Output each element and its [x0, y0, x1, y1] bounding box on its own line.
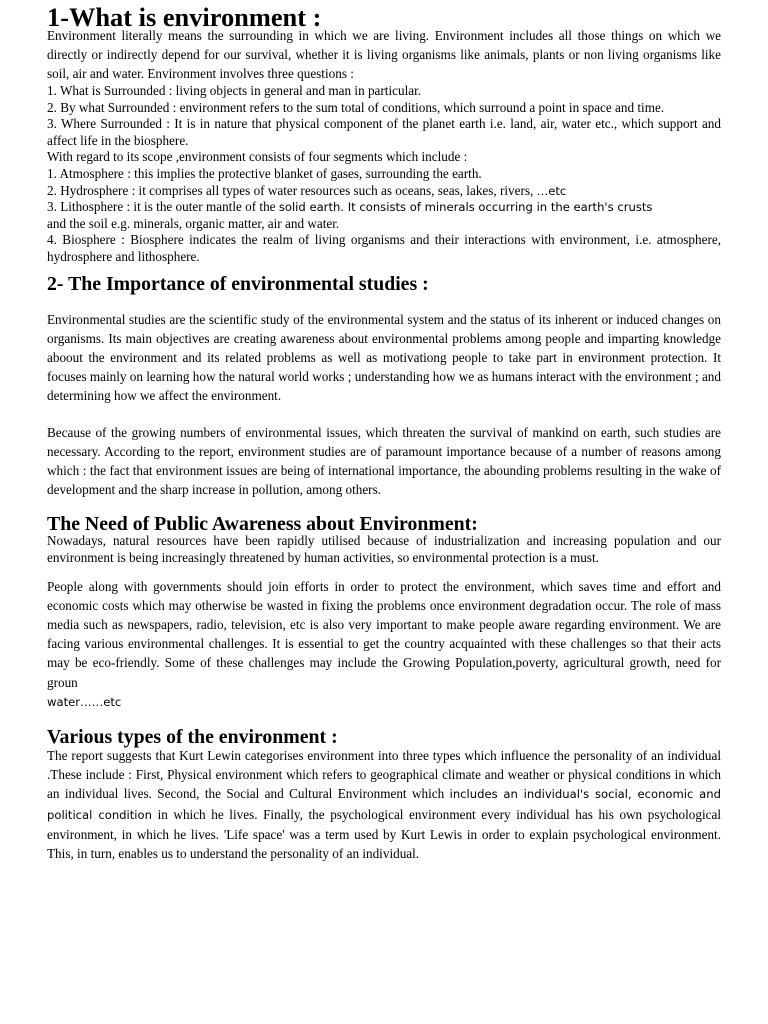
- paragraph-types: [47, 746, 721, 863]
- segment-hydrosphere-etc: …etc: [536, 183, 567, 198]
- section-heading-what-is-environment: 1-What is environment :: [47, 2, 322, 32]
- segment-hydrosphere: [47, 183, 721, 200]
- segment-lithosphere-cont: and the soil e.g. minerals, organic matter, air and water.: [47, 215, 340, 231]
- paragraph-awareness-1: Nowadays, natural resources have been rapidly utilised because of industrialization and increasing population and our environment is being increasingly threatened by human activities, so environmental protection is a must.: [47, 533, 721, 565]
- scope-intro: With regard to its scope ,environment consists of four segments which include :: [47, 149, 468, 165]
- paragraph-awareness-2: [47, 577, 721, 712]
- segment-biosphere: 4. Biosphere : Biosphere indicates the realm of living organisms and their interactions with environment, i.e. atmosphere, hydrosphere and lithosphere.: [47, 232, 721, 264]
- section-heading-public-awareness: The Need of Public Awareness about Environment:: [47, 513, 478, 536]
- section-heading-types: Various types of the environment :: [47, 725, 338, 748]
- definition-text: Environment literally means the surrounding in which we are living. Environment includes all those things on which we directly or indirectly depend for our survival, whether it is living organisms like animals, plants or non living organisms like soil, air and water. Environment involves three questions :: [47, 28, 721, 81]
- segment-hydrosphere-text: 2. Hydrosphere : it comprises all types of water resources such as oceans, seas, lakes, rivers,: [47, 182, 537, 198]
- awareness-2-text: People along with governments should join efforts in order to protect the environment, which saves time and effort and economic costs which may otherwise be wasted in fixing the problems once environment degradation occur. The role of mass media such as newspapers, radio, television, etc is also very important to make people aware regarding environment. We are facing various environmental challenges. It is essential to get the country acquainted with these challenges so that their acts may be eco-friendly. Some of these challenges may include the Growing Population,poverty, agricultural growth, need for groun: [47, 578, 721, 690]
- spacer: [47, 406, 721, 423]
- segment-lithosphere-text: 3. Lithosphere : it is the outer mantle of the: [47, 199, 279, 215]
- spacer: [47, 567, 721, 577]
- segment-atmosphere: 1. Atmosphere : this implies the protective blanket of gases, surrounding the earth.: [47, 165, 482, 181]
- questions-list: [47, 83, 721, 266]
- paragraph-importance-1: Environmental studies are the scientific study of the environmental system and the status of its inherent or induced changes on organisms. Its main objectives are creating awareness about environmental problems among people and imparting knowledge aboout the environment and its related problems as well as motivationg people to take part in environment protection. It focuses mainly on learning how the natural world works ; understanding how we as humans interact with the environment ; and determining how we affect the environment.: [47, 311, 721, 404]
- segment-lithosphere-sans: solid earth. It consists of minerals occurring in the earth's crusts: [278, 200, 653, 215]
- types-text-sans: includes an individual's social, economic and political condition: [47, 787, 721, 822]
- spacer: [47, 293, 721, 310]
- awareness-2-tail: water……etc: [47, 694, 122, 709]
- question-1: 1. What is Surrounded : living objects in general and man in particular.: [47, 83, 422, 98]
- segment-lithosphere: [47, 199, 721, 216]
- types-text-c: in which he lives. Finally, the psychological environment every individual has his own psychological environment, in which he lives. 'Life space' was a term used by Kurt Lewis in order to explain psychological environment. This, in turn, enables us to understand the personality of an individual.: [47, 806, 721, 861]
- section-heading-importance: 2- The Importance of environmental studies :: [47, 272, 429, 295]
- paragraph-definition: [47, 26, 721, 83]
- paragraph-importance-2: Because of the growing numbers of environmental issues, which threaten the survival of mankind on earth, such studies are necessary. According to the report, environment studies are of paramount importance because of a number of reasons among which : the fact that environment issues are being of international importance, the abounding problems resulting in the wake of development and the sharp increase in pollution, among others.: [47, 424, 721, 498]
- question-3: 3. Where Surrounded : It is in nature that physical component of the planet earth i.e. land, air, water etc., which support and affect life in the biosphere.: [47, 116, 721, 148]
- question-2: 2. By what Surrounded : environment refers to the sum total of conditions, which surround a point in space and time.: [47, 99, 665, 115]
- types-text-a: The report suggests that Kurt Lewin categorises environment into three types which influence the personality of an individual .These include : First, Physical environment which refers to geographical climate and weather or physical conditions in which an individual lives. Second, the Social and Cultural Environment which: [47, 747, 721, 802]
